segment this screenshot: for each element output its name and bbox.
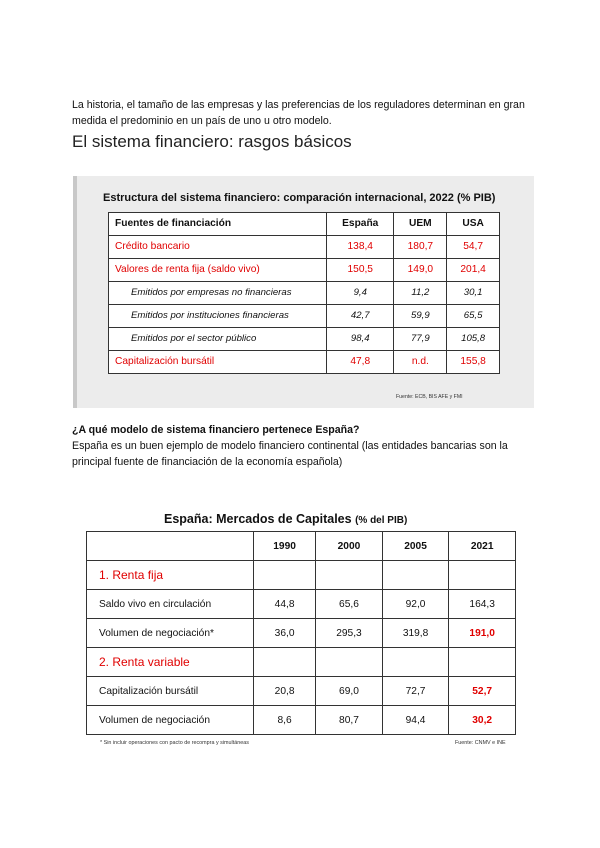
column-header: 2021 <box>449 532 516 561</box>
row-label: Saldo vivo en circulación <box>87 590 254 619</box>
section-label: 1. Renta fija <box>87 561 254 590</box>
table-row <box>87 590 516 619</box>
cell <box>382 561 449 590</box>
table2-footnote: * Sin incluir operaciones con pacto de recompra y simultáneas <box>100 740 249 746</box>
cell: 11,2 <box>394 282 447 305</box>
table2-title <box>164 512 407 526</box>
table-row <box>109 351 500 374</box>
row-label: Capitalización bursátil <box>87 677 254 706</box>
table-header-row <box>87 532 516 561</box>
cell: 80,7 <box>316 706 383 735</box>
column-header: USA <box>447 213 500 236</box>
cell: 44,8 <box>254 590 316 619</box>
cell <box>254 561 316 590</box>
cell: 54,7 <box>447 236 500 259</box>
cell: 30,1 <box>447 282 500 305</box>
column-header: España <box>327 213 394 236</box>
cell: 92,0 <box>382 590 449 619</box>
cell: 59,9 <box>394 305 447 328</box>
cell: 72,7 <box>382 677 449 706</box>
table-row <box>87 706 516 735</box>
row-label: Valores de renta fija (saldo vivo) <box>109 259 327 282</box>
column-header <box>87 532 254 561</box>
column-header: UEM <box>394 213 447 236</box>
table1-title: Estructura del sistema financiero: comparación internacional, 2022 (% PIB) <box>103 192 496 204</box>
cell: 201,4 <box>447 259 500 282</box>
row-label: Emitidos por instituciones financieras <box>109 305 327 328</box>
table-row <box>109 328 500 351</box>
cell: 30,2 <box>449 706 516 735</box>
answer-paragraph: España es un buen ejemplo de modelo financiero continental (las entidades bancarias son la principal fuente de financiación de la economía española) <box>72 440 508 468</box>
section-label: 2. Renta variable <box>87 648 254 677</box>
cell: 42,7 <box>327 305 394 328</box>
section-row <box>87 648 516 677</box>
cell: 319,8 <box>382 619 449 648</box>
cell <box>316 561 383 590</box>
cell: n.d. <box>394 351 447 374</box>
column-header: 2005 <box>382 532 449 561</box>
intro-paragraph: La historia, el tamaño de las empresas y las preferencias de los reguladores determinan en gran medida el predominio en un país de uno u otro modelo. <box>72 98 525 127</box>
cell <box>316 648 383 677</box>
question-title: ¿A qué modelo de sistema financiero pertenece España? <box>72 424 360 436</box>
row-label: Volumen de negociación <box>87 706 254 735</box>
column-header: Fuentes de financiación <box>109 213 327 236</box>
section-row <box>87 561 516 590</box>
table-header-row <box>109 213 500 236</box>
financial-structure-table <box>108 212 500 374</box>
capital-markets-table <box>86 531 516 735</box>
table-row <box>109 259 500 282</box>
cell: 180,7 <box>394 236 447 259</box>
cell: 98,4 <box>327 328 394 351</box>
table2-title-suffix: (% del PIB) <box>355 515 408 526</box>
table2-source: Fuente: CNMV e INE <box>455 740 506 746</box>
row-label: Volumen de negociación* <box>87 619 254 648</box>
cell: 150,5 <box>327 259 394 282</box>
cell: 69,0 <box>316 677 383 706</box>
cell <box>449 648 516 677</box>
row-label: Emitidos por empresas no financieras <box>109 282 327 305</box>
cell: 155,8 <box>447 351 500 374</box>
row-label: Emitidos por el sector público <box>109 328 327 351</box>
column-header: 2000 <box>316 532 383 561</box>
column-header: 1990 <box>254 532 316 561</box>
table1-source: Fuente: ECB, BIS AFE y FMI <box>396 394 463 400</box>
cell <box>382 648 449 677</box>
cell: 138,4 <box>327 236 394 259</box>
cell: 9,4 <box>327 282 394 305</box>
cell: 149,0 <box>394 259 447 282</box>
row-label: Crédito bancario <box>109 236 327 259</box>
cell: 20,8 <box>254 677 316 706</box>
cell: 36,0 <box>254 619 316 648</box>
table-row <box>109 282 500 305</box>
table2-title-main: España: Mercados de Capitales <box>164 512 352 526</box>
cell: 295,3 <box>316 619 383 648</box>
table-row <box>109 305 500 328</box>
cell: 94,4 <box>382 706 449 735</box>
cell: 65,6 <box>316 590 383 619</box>
cell: 164,3 <box>449 590 516 619</box>
table-row <box>87 619 516 648</box>
table-row <box>87 677 516 706</box>
table-row <box>109 236 500 259</box>
cell <box>254 648 316 677</box>
cell: 77,9 <box>394 328 447 351</box>
cell: 191,0 <box>449 619 516 648</box>
cell: 52,7 <box>449 677 516 706</box>
cell: 47,8 <box>327 351 394 374</box>
cell: 65,5 <box>447 305 500 328</box>
cell <box>449 561 516 590</box>
section-heading: El sistema financiero: rasgos básicos <box>72 132 352 151</box>
cell: 8,6 <box>254 706 316 735</box>
cell: 105,8 <box>447 328 500 351</box>
row-label: Capitalización bursátil <box>109 351 327 374</box>
